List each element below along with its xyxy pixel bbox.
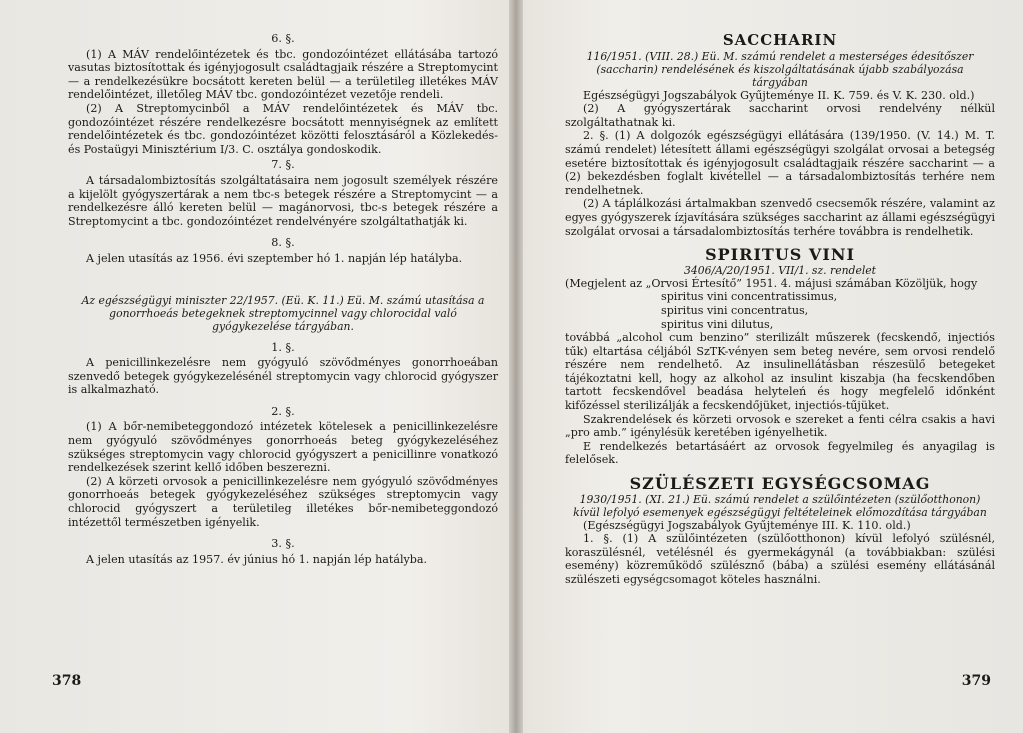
book-gutter xyxy=(509,0,523,733)
paragraph: (1) A bőr-nemibeteggondozó intézetek kötelesek a penicillinkezelésre nem gyógyuló szövődményes gonorrhoeás beteg gyógykezeléséhez szükséges streptomycin vagy chlorocid gyógyszert a penicillinre vonatkozó rendelkezések szerint kellő időben beszerezni. xyxy=(68,420,498,475)
paragraph: E rendelkezés betartásáért az orvosok fegyelmileg és anyagilag is felelősek. xyxy=(565,439,995,467)
paragraph: 2. §. (1) A dolgozók egészségügyi ellátására (139/1950. (V. 14.) M. T. számú rendelet) létesített állami egészségügyi szolgálat orvosai a betegség esetére biztosítottak és igényjogosult családtagjaik részére saccharint — a (2) bekezdésben foglalt kivétellel — a társadalombiztosítás terhére nem rendelhetnek. xyxy=(565,129,995,197)
section-heading: 8. §. xyxy=(271,236,295,250)
paragraph: Szakrendelések és körzeti orvosok e szereket a fenti célra csakis a havi „pro amb.” igénylésük keretében igényelhetik. xyxy=(565,412,995,440)
paragraph: A társadalombiztosítás szolgáltatásaira nem jogosult személyek részére a kijelölt gyógyszertárak a nem tbc-s betegek részére a Streptomycint — a rendelkezésre álló kereten belül — magánorvosi, tbc-s betegek részére a Streptomycint a tbc. gondozóintézet rendelvényére szolgáltathatják ki. xyxy=(68,173,498,228)
paragraph: A penicillinkezelésre nem gyógyuló szövődményes gonorrhoeában szenvedő betegek gyógykezelésénél streptomycin vagy chlorocid gyógyszer is alkalmazható. xyxy=(68,356,498,397)
page-number: 378 xyxy=(52,673,82,689)
section-heading: 2. §. xyxy=(271,404,295,418)
left-page xyxy=(0,0,509,733)
paragraph: (2) A körzeti orvosok a penicillinkezelésre nem gyógyuló szövődményes gonorrhoeás betegek gyógykezeléséhez szükséges streptomycin vagy chlorocid gyógyszert a területileg illetékes bőr-nemibeteggondozó intézettől természetben igényelik. xyxy=(68,474,498,529)
section-heading: 1. §. xyxy=(271,340,295,354)
list-item: spiritus vini dilutus, xyxy=(661,317,774,331)
section-heading: 3. §. xyxy=(271,537,295,551)
paragraph: A jelen utasítás az 1956. évi szeptember hó 1. napján lép hatályba. xyxy=(86,251,463,265)
decree-subtitle: 1930/1951. (XI. 21.) Eü. számú rendelet a szülőintézeten (szülőotthonon) kívül lefolyó esemenyek egészségügyi feltételeinek előmozdítása tárgyában xyxy=(573,492,987,519)
paragraph: (2) A táplálkozási ártalmakban szenvedő csecsemők részére, valamint az egyes gyógyszerek ízjavítására szükséges saccharint az állami egészségügyi szolgálat orvosai a társadalombiztosítás terhére továbbra is rendelhetik. xyxy=(565,197,995,238)
list-item: spiritus vini concentratissimus, xyxy=(661,290,838,304)
left-text-column xyxy=(68,30,498,566)
decree-subtitle: 116/1951. (VIII. 28.) Eü. M. számú rendelet a mesterséges édesítőszer (saccharin) rendelésének és kiszolgáltatásának újabb szabályozása tárgyában xyxy=(586,49,974,89)
section-heading: 7. §. xyxy=(271,158,295,172)
source-reference: (Egészségügyi Jogszabályok Gyűjteménye III. K. 110. old.) xyxy=(583,518,911,532)
paragraph: 1. §. (1) A szülőintézeten (szülőotthonon) kívül lefolyó szülésnél, koraszülésnél, vetélésnél és gyermekágynál (a továbbiakban: szülési esemény) közreműködő szülésznő (bába) a szülési esemény ellátásánál szülészeti egységcsomagot köteles használni. xyxy=(565,532,995,586)
section-title-spiritus: SPIRITUS VINI xyxy=(705,245,855,265)
page-number: 379 xyxy=(961,673,991,689)
paragraph: (Megjelent az „Orvosi Értesítő” 1951. 4. májusi számában Közöljük, hogy xyxy=(565,276,978,290)
paragraph: (2) A gyógyszertárak saccharint orvosi rendelvény nélkül szolgáltathatnak ki. xyxy=(565,102,995,129)
source-reference: Egészségügyi Jogszabályok Gyűjteménye II. K. 759. és V. K. 230. old.) xyxy=(583,88,975,102)
paragraph: továbbá „alcohol cum benzino” sterilizált műszerek (fecskendő, injectiós tűk) eltartása céljából SzTK-vényen sem beteg nevére, sem orvosi rendelő részére nem rendelhető. Az insulinellátásban részesülő betegeket tájékoztatni kell, hogy az alkohol az insulint kiszabja (ha fecskendőben tartott fecskendővel beadása helyteleń és hogy megfelelő időnként kifőzéssel sterilizálják a fecskendőjüket, injectiós-tűjüket. xyxy=(565,331,995,413)
section-title-szuleszeti: SZÜLÉSZETI EGYSÉGCSOMAG xyxy=(629,474,931,494)
paragraph: (2) A Streptomycinből a MÁV rendelőintézetek és MÁV tbc. gondozóintézet részére rendelkezésre bocsátott mennyiségnek az említett rendelőintézetek és tbc. gondozóintézet közötti felosztásáról a Közlekedés- és Postaügyi Minisztérium I/3. C. osztálya gondoskodik. xyxy=(68,101,498,156)
list-item: spiritus vini concentratus, xyxy=(661,303,809,317)
right-text-column xyxy=(565,30,995,587)
paragraph: (1) A MÁV rendelőintézetek és tbc. gondozóintézet ellátásába tartozó vasutas biztosítottak és igényjogosult családtagjaik részére a Streptomycint — a rendelkezésükre bocsátott kereten belül — a területileg illetékes MÁV rendelőintézet, illetőleg MÁV tbc. gondozóintézet vezetője rendeli. xyxy=(68,47,498,102)
decree-subtitle: 3406/A/20/1951. VII/1. sz. rendelet xyxy=(683,263,877,277)
section-heading: 6. §. xyxy=(271,32,295,45)
right-page xyxy=(523,0,1023,733)
section-title-saccharin: SACCHARIN xyxy=(722,31,838,49)
decree-title: Az egészségügyi miniszter 22/1957. (Eü. K. 11.) Eü. M. számú utasítása a gonorrhoeás betegeknek streptomycinnel vagy chlorocidal való gyógykezelése tárgyában. xyxy=(81,293,485,333)
paragraph: A jelen utasítás az 1957. év június hó 1. napján lép hatályba. xyxy=(86,552,428,566)
